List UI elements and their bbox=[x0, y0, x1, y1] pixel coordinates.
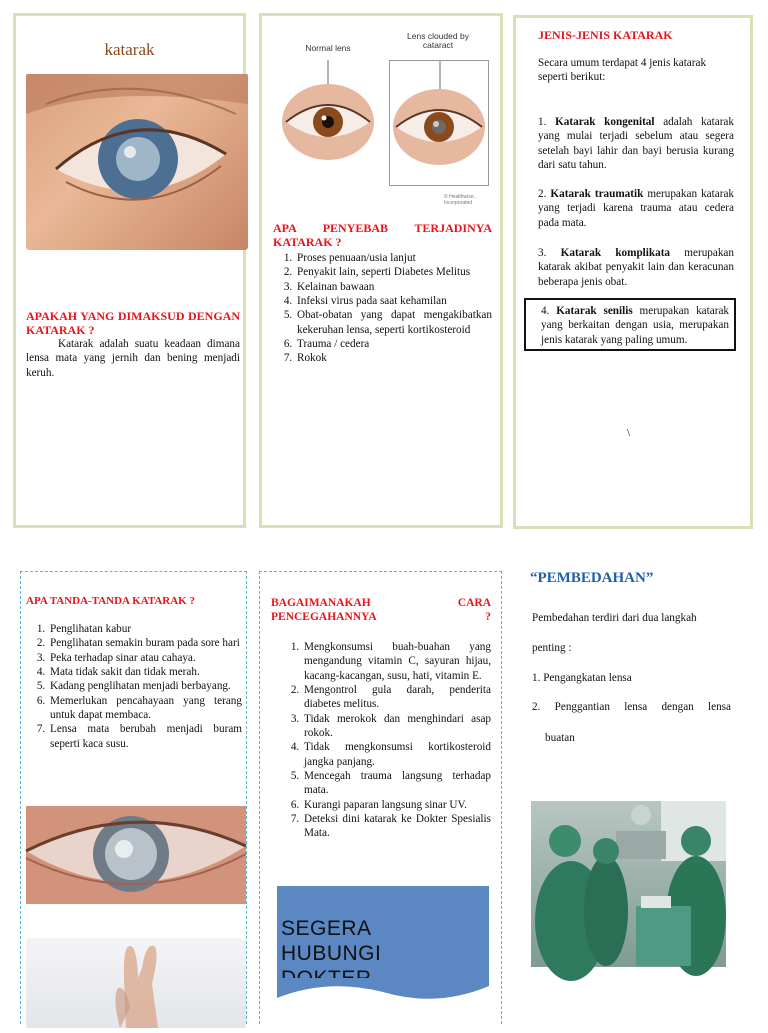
normal-lens-label: Normal lens bbox=[305, 43, 351, 53]
types-heading: JENIS-JENIS KATARAK bbox=[538, 28, 673, 42]
list-item: 6. Memerlukan pencahayaan yang terang untuk dapat membaca. bbox=[48, 694, 242, 723]
list-item: 3. Kelainan bawaan bbox=[295, 280, 492, 294]
normal-lens-illustration bbox=[280, 60, 376, 178]
type-item-2: 2. Katarak traumatik merupakan katarak yang terjadi karena trauma atau cedera pada mata. bbox=[538, 188, 734, 229]
cataract-lens-frame bbox=[389, 60, 489, 186]
clouded-lens-illustration bbox=[390, 61, 488, 185]
definition-text: Katarak adalah suatu keadaan dimana lensa mata yang jernih dan bening menjadi keruh. bbox=[26, 338, 240, 379]
callout-line: HUBUNGI bbox=[281, 942, 382, 966]
types-intro: Secara umum terdapat 4 jenis katarak seperti berikut: bbox=[538, 57, 707, 84]
panel-title: katarak bbox=[104, 40, 155, 59]
surgery-step-2: 2. Penggantian lensa dengan lensa bbox=[532, 701, 731, 713]
list-item: 3. Peka terhadap sinar atau cahaya. bbox=[48, 651, 242, 665]
type-item-1: 1. Katarak kongenital adalah katarak yang mulai terjadi sebelum atau segera setelah bayi lahir dan bayi berusia kurang dari satu tahun. bbox=[538, 116, 734, 171]
clouded-lens-label: Lens clouded by cataract bbox=[407, 31, 469, 51]
list-item: 1. Penglihatan kabur bbox=[48, 622, 242, 636]
contact-doctor-callout bbox=[277, 886, 489, 983]
list-item: 6. Kurangi paparan langsung sinar UV. bbox=[302, 798, 491, 812]
panel-surgery bbox=[515, 560, 755, 1000]
question-heading: APAKAH YANG DIMAKSUD DENGAN KATARAK ? bbox=[26, 309, 240, 338]
surgery-step-1: 1. Pengangkatan lensa bbox=[532, 672, 632, 684]
symptoms-heading: APA TANDA-TANDA KATARAK ? bbox=[26, 595, 195, 607]
surgery-step-2b: buatan bbox=[545, 732, 575, 744]
illustration-copyright: © Healthwise, Incorporated bbox=[444, 194, 475, 206]
surgery-photo bbox=[531, 801, 726, 967]
symptoms-list bbox=[26, 622, 242, 751]
panel-causes bbox=[259, 13, 503, 528]
list-item: 2. Penglihatan semakin buram pada sore hari bbox=[48, 636, 242, 650]
list-item: 7. Lensa mata berubah menjadi buram seperti kaca susu. bbox=[48, 722, 242, 751]
callout-line: SEGERA bbox=[281, 917, 372, 940]
causes-heading: APA PENYEBAB TERJADINYA KATARAK ? bbox=[273, 221, 492, 250]
panel-what-is-cataract bbox=[13, 13, 246, 528]
panel-types bbox=[513, 15, 753, 529]
blurry-hand-photo bbox=[26, 938, 246, 1028]
list-item: 4. Mata tidak sakit dan tidak merah. bbox=[48, 665, 242, 679]
list-item: 7. Deteksi dini katarak ke Dokter Spesialis Mata. bbox=[302, 812, 491, 841]
callout-wave-bottom bbox=[277, 978, 489, 1008]
surgery-heading: “PEMBEDAHAN” bbox=[530, 570, 654, 586]
cataract-eye-photo bbox=[26, 74, 248, 250]
type-item-4-box bbox=[524, 298, 736, 351]
type-item-3: 3. Katarak komplikata merupakan katarak akibat penyakit lain dan keracunan beberapa jenis obat. bbox=[538, 247, 734, 288]
panel-prevention bbox=[259, 571, 502, 1024]
panel-symptoms bbox=[20, 571, 247, 1024]
list-item: 5. Kadang penglihatan menjadi berbayang. bbox=[48, 679, 242, 693]
prevention-list bbox=[280, 640, 491, 841]
list-item: 7. Rokok bbox=[295, 351, 492, 365]
surgery-intro-2: penting : bbox=[532, 642, 572, 654]
list-item: 1. Mengkonsumsi buah-buahan yang mengandung vitamin C, sayuran hijau, kacang-kacangan, susu, hati, vitamin E. bbox=[302, 640, 491, 683]
list-item: 6. Trauma / cedera bbox=[295, 337, 492, 351]
callout-line bbox=[281, 966, 489, 978]
list-item: 5. Obat-obatan yang dapat mengakibatkan kekeruhan lensa, seperti kortikosteroid bbox=[295, 308, 492, 337]
list-item: 5. Mencegah trauma langsung terhadap mata. bbox=[302, 769, 491, 798]
prevention-heading: BAGAIMANAKAH CARA PENCEGAHANNYA ? bbox=[271, 597, 491, 623]
list-item: 3. Tidak merokok dan menghindari asap rokok. bbox=[302, 712, 491, 741]
type-item-4: 4. Katarak senilis merupakan katarak yang berkaitan dengan usia, merupakan jenis katarak yang paling umum. bbox=[541, 305, 729, 346]
causes-list bbox=[273, 251, 492, 366]
list-item: 4. Infeksi virus pada saat kehamilan bbox=[295, 294, 492, 308]
list-item: 2. Penyakit lain, seperti Diabetes Melitus bbox=[295, 265, 492, 279]
stray-mark: \ bbox=[627, 427, 631, 439]
list-item: 1. Proses penuaan/usia lanjut bbox=[295, 251, 492, 265]
list-item: 4. Tidak mengkonsumsi kortikosteroid jangka panjang. bbox=[302, 740, 491, 769]
cloudy-eye-photo bbox=[26, 806, 246, 904]
surgery-intro-1: Pembedahan terdiri dari dua langkah bbox=[532, 612, 697, 624]
list-item: 2. Mengontrol gula darah, penderita diabetes melitus. bbox=[302, 683, 491, 712]
